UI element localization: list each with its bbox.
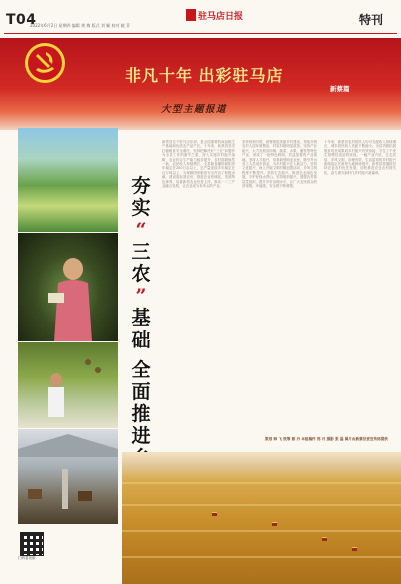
headline-char: 础 <box>131 329 151 351</box>
headline-char: 全 <box>131 359 151 381</box>
harvester-icon <box>322 537 327 541</box>
field-row <box>122 530 401 532</box>
article-column-3: 十年来，新蔡县农村居民人均可支配收入持续增长，城乡居民收入差距不断缩小。全县巩固拓展脱贫攻坚成果同乡村振兴有效衔接，守住了不发生规模性返贫的底线。一幅产业兴旺、生态宜居、乡风文明、治理有效、生活富裕的乡村振兴新画卷正在新蔡大地徐徐展开。新蔡县将继续坚持农业农村优先发展，加快推进农业农村现代化，奋力谱写新时代乡村振兴新篇章。 <box>324 140 396 175</box>
field-row <box>122 556 401 558</box>
photo-greenhouse-farmer <box>18 233 118 341</box>
headline-char: ” <box>135 285 147 307</box>
headline-char: 实 <box>131 197 151 219</box>
headline-char: 夯 <box>131 175 151 197</box>
harvester-icon <box>352 547 357 551</box>
credit-line: 策划 韩 飞 统筹 蔡 丹 本组稿件 郑 丹 摄影 张 磊 图片由新蔡县委宣传部提供 <box>265 437 388 441</box>
banner-headline: 非凡十年 出彩驻马店 <box>125 68 284 85</box>
headline-char: “ <box>135 219 147 241</box>
orchard-worker-figure <box>18 342 118 428</box>
article-column-1: 新蔡县位于驻马店东部，是全国重要的商品粮生产基地和优质农产品产区。十年来，新蔡县坚决扛稳粮食安全重任，坚持把解决好“三农”问题作为全县工作的重中之重，深入实施乡村振兴战略，农业综合生产能力稳步提升，农村面貌焕然一新，农民收入持续增长。全县粮食播种面积常年稳定在200万亩以上，总产量连续多年稳定在百万吨以上，为保障国家粮食安全作出了积极贡献。建设高标准农田，推进农业机械化，发展特色种养，培育新型农业经营主体，推动一二三产业融合发展，让农业成为有奔头的产业。 <box>162 140 235 189</box>
greenhouse-farmer-figure <box>18 233 118 341</box>
series-title: 大型主题报道 <box>161 104 228 115</box>
headline-char: 进 <box>131 425 151 447</box>
field-row <box>122 504 401 506</box>
headline-char <box>125 351 157 359</box>
field-row <box>122 482 401 484</box>
headline-char: 基 <box>131 307 151 329</box>
photo-wheat-harvest <box>122 452 401 584</box>
article-column-2: 坚持规划引领，统筹推进美丽乡村建设，持续开展农村人居环境整治，村容村貌明显改善。坚持产业振兴，大力发展食用菌、蔬菜、水果、畜牧等特色产业，形成了一批特色鲜明、效益显著的产业基地。坚持人才振兴，培育新型职业农民，吸引外出务工人员返乡创业，为乡村振兴注入新活力。坚持文化振兴，深入开展文明村镇创建活动，乡风文明程度不断提升。坚持生态振兴，推进农业绿色发展，守护好绿水青山。坚持组织振兴，建强农村基层党组织，提升乡村治理水平，让广大农民群众的获得感、幸福感、安全感不断增强。 <box>242 140 317 189</box>
harvester-icon <box>212 512 217 516</box>
photo-aerial-farmland <box>18 128 118 232</box>
section-label: 特刊 <box>359 13 384 27</box>
headline-char: 面 <box>131 381 151 403</box>
logo-mark-icon <box>186 9 196 21</box>
page-number: T04 <box>6 12 37 28</box>
cattle-barn-figure <box>18 429 118 524</box>
banner-tag: 新蔡篇 <box>330 86 350 93</box>
qr-caption: 扫码看视频 <box>18 556 36 560</box>
header-rule <box>4 33 397 34</box>
headline-char: 三 <box>131 241 151 263</box>
party-emblem-icon <box>24 42 66 84</box>
photo-cattle-barn <box>18 429 118 524</box>
masthead-meta: 2022年6月2日 星期四 编辑 黄 梅 版式 刘 颖 校对 姚 菲 <box>30 23 130 28</box>
qr-code[interactable] <box>20 532 44 556</box>
newspaper-logo <box>186 9 244 22</box>
photo-kiwi-orchard <box>18 342 118 428</box>
headline-char: 农 <box>131 263 151 285</box>
headline-char: 推 <box>131 403 151 425</box>
harvester-icon <box>272 522 277 526</box>
newspaper-name: 驻马店日报 <box>198 12 244 22</box>
